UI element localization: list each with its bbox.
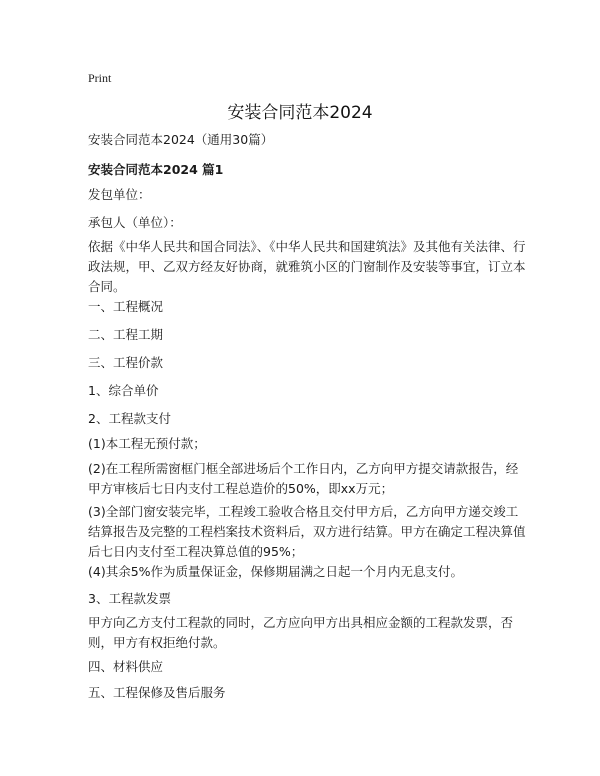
paragraph-retention: (4)其余5%作为质量保证金，保修期届满之日起一个月内无息支付。 — [88, 564, 464, 579]
print-link[interactable]: Print — [88, 71, 112, 85]
paragraph-overview: 一、工程概况 — [88, 299, 164, 314]
paragraph-employer: 发包单位： — [88, 187, 151, 202]
paragraph-invoice: 3、工程款发票 — [88, 591, 171, 606]
paragraph-price: 三、工程价款 — [88, 355, 164, 370]
paragraph-unit-price: 1、综合单价 — [88, 383, 159, 398]
document-subtitle: 安装合同范本2024（通用30篇） — [88, 132, 274, 147]
paragraph-payment-2: (3)全部门窗安装完毕，工程竣工验收合格且交付甲方后，乙方向甲方递交竣工结算报告及完整的工程档案技术资料后，双方进行结算。甲方在确定工程决算值后七日内支付至工程决算总值的95%； — [88, 504, 526, 559]
paragraph-contractor: 承包人（单位）： — [88, 215, 182, 230]
paragraph-payment-1: (2)在工程所需窗框门框全部进场后个工作日内，乙方向甲方提交请款报告，经甲方审核后七日内支付工程总造价的50%，即xx万元； — [88, 461, 519, 496]
document-title: 安装合同范本2024 — [227, 103, 373, 123]
paragraph-schedule: 二、工程工期 — [88, 327, 164, 342]
paragraph-invoice-detail: 甲方向乙方支付工程款的同时，乙方应向甲方出具相应金额的工程款发票，否则，甲方有权拒绝付款。 — [88, 615, 514, 650]
paragraph-no-advance: (1)本工程无预付款； — [88, 436, 206, 451]
paragraph-preamble: 依据《中华人民共和国合同法》、《中华人民共和国建筑法》及其他有关法律、行政法规，甲、乙双方经友好协商，就雅筑小区的门窗制作及安装等事宜，订立本合同。 — [88, 239, 526, 294]
section-heading: 安装合同范本2024 篇1 — [88, 162, 224, 177]
paragraph-materials: 四、材料供应 — [88, 659, 164, 674]
paragraph-warranty: 五、工程保修及售后服务 — [88, 685, 226, 700]
paragraph-payment: 2、工程款支付 — [88, 411, 171, 426]
